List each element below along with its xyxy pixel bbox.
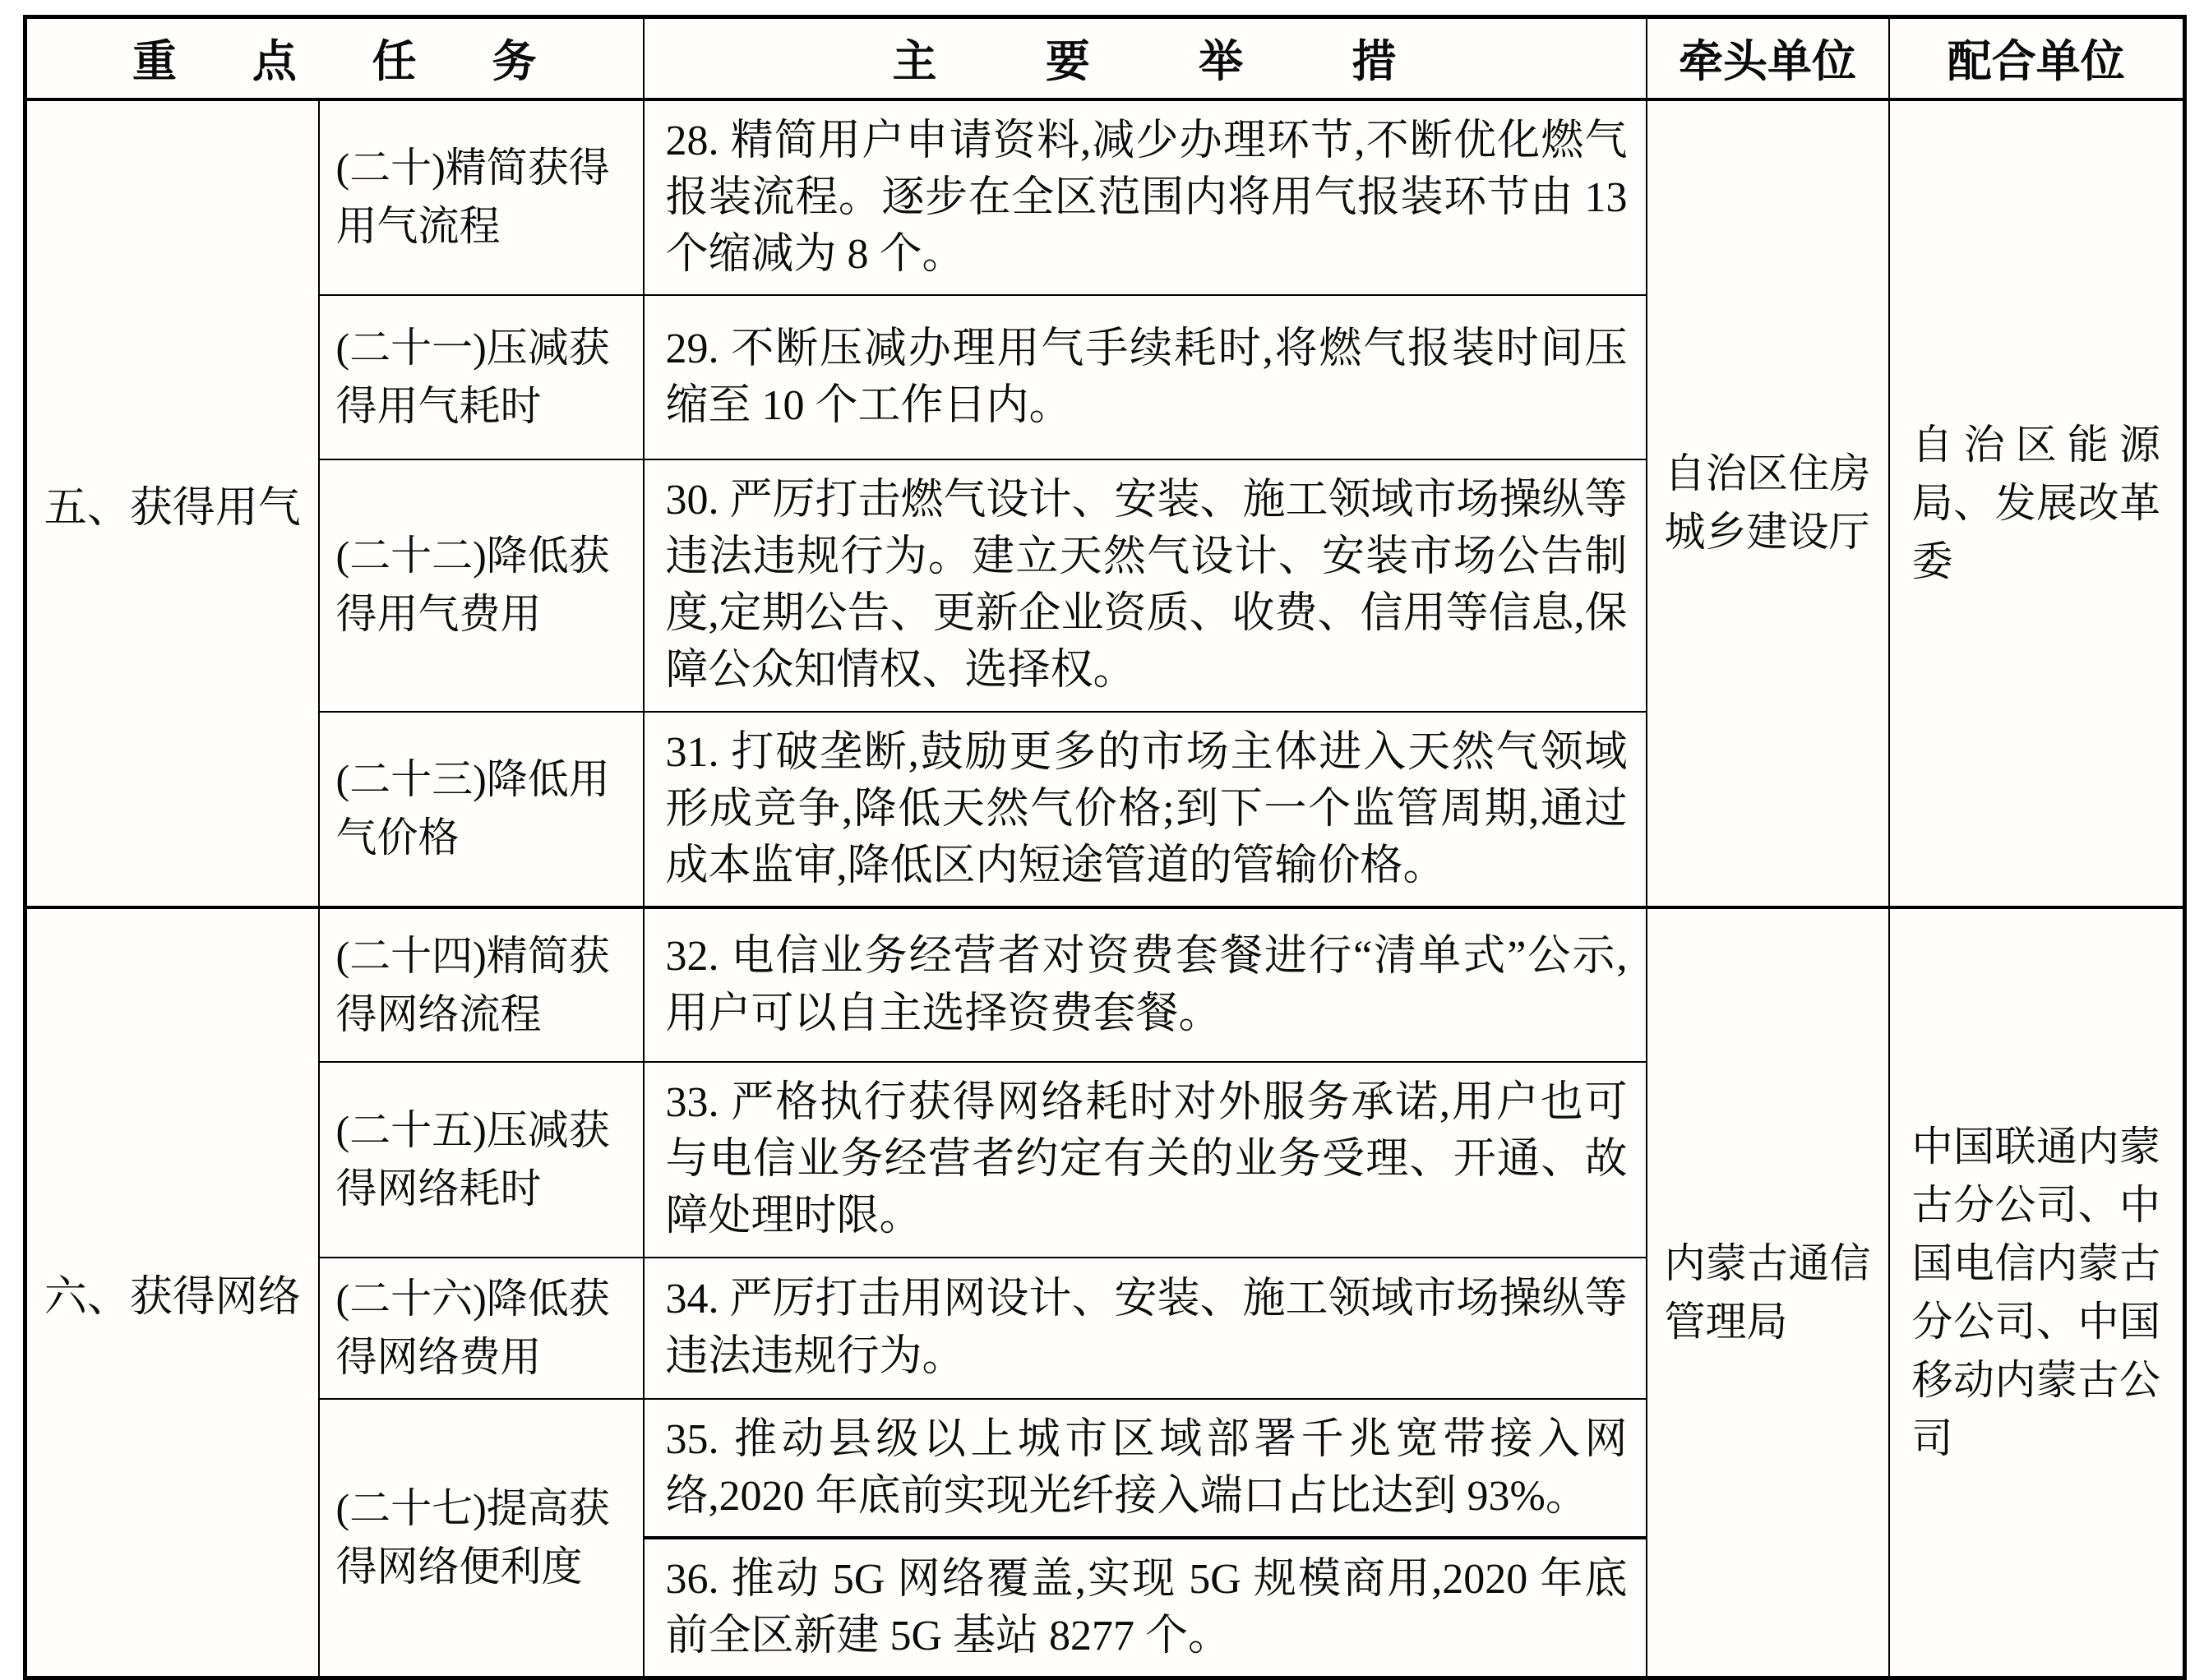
group-1-label: 五、获得用气 <box>25 99 319 908</box>
group-1-coop-unit: 自治区能源局、发展改革委 <box>1889 99 2185 908</box>
task-cell-23: (二十三)降低用气价格 <box>319 712 644 907</box>
group-2-coop-unit: 中国联通内蒙古分公司、中国电信内蒙古分公司、中国移动内蒙古公司 <box>1889 907 2185 1678</box>
measure-cell-36: 36. 推动 5G 网络覆盖,实现 5G 规模商用,2020 年底前全区新建 5G 基站 8277 个。 <box>644 1538 1647 1678</box>
task-cell-22: (二十二)降低获得用气费用 <box>319 459 644 712</box>
task-cell-20: (二十)精简获得用气流程 <box>319 99 644 295</box>
task-cell-24: (二十四)精简获得网络流程 <box>319 907 644 1062</box>
measure-cell-32: 32. 电信业务经营者对资费套餐进行“清单式”公示,用户可以自主选择资费套餐。 <box>644 907 1647 1062</box>
measure-cell-33: 33. 严格执行获得网络耗时对外服务承诺,用户也可与电信业务经营者约定有关的业务受理、开通、故障处理时限。 <box>644 1062 1647 1257</box>
measure-cell-34: 34. 严厉打击用网设计、安装、施工领域市场操纵等违法违规行为。 <box>644 1258 1647 1399</box>
table-row-measure-28 <box>25 99 2185 295</box>
task-cell-26: (二十六)降低获得网络费用 <box>319 1258 644 1399</box>
table-row-measure-32 <box>25 907 2185 1062</box>
task-cell-25: (二十五)压减获得网络耗时 <box>319 1062 644 1257</box>
measure-cell-28: 28. 精简用户申请资料,减少办理环节,不断优化燃气报装流程。逐步在全区范围内将用气报装环节由 13 个缩减为 8 个。 <box>644 99 1647 295</box>
header-key-tasks: 重点任务 <box>25 17 644 99</box>
group-2-lead-unit: 内蒙古通信管理局 <box>1647 907 1889 1678</box>
measure-cell-35: 35. 推动县级以上城市区域部署千兆宽带接入网络,2020 年底前实现光纤接入端口占比达到 93%。 <box>644 1399 1647 1538</box>
action-plan-table <box>23 15 2187 1680</box>
task-cell-27: (二十七)提高获得网络便利度 <box>319 1399 644 1678</box>
group-1-lead-unit: 自治区住房城乡建设厅 <box>1647 99 1889 908</box>
header-row <box>25 17 2185 99</box>
header-coop-unit: 配合单位 <box>1889 17 2185 99</box>
measure-cell-31: 31. 打破垄断,鼓励更多的市场主体进入天然气领域形成竞争,降低天然气价格;到下一个监管周期,通过成本监审,降低区内短途管道的管输价格。 <box>644 712 1647 907</box>
group-2-label: 六、获得网络 <box>25 907 319 1678</box>
header-main-measures: 主要举措 <box>644 17 1647 99</box>
header-lead-unit: 牵头单位 <box>1647 17 1889 99</box>
measure-cell-29: 29. 不断压减办理用气手续耗时,将燃气报装时间压缩至 10 个工作日内。 <box>644 295 1647 459</box>
task-cell-21: (二十一)压减获得用气耗时 <box>319 295 644 459</box>
measure-cell-30: 30. 严厉打击燃气设计、安装、施工领域市场操纵等违法违规行为。建立天然气设计、安装市场公告制度,定期公告、更新企业资质、收费、信用等信息,保障公众知情权、选择权。 <box>644 459 1647 712</box>
